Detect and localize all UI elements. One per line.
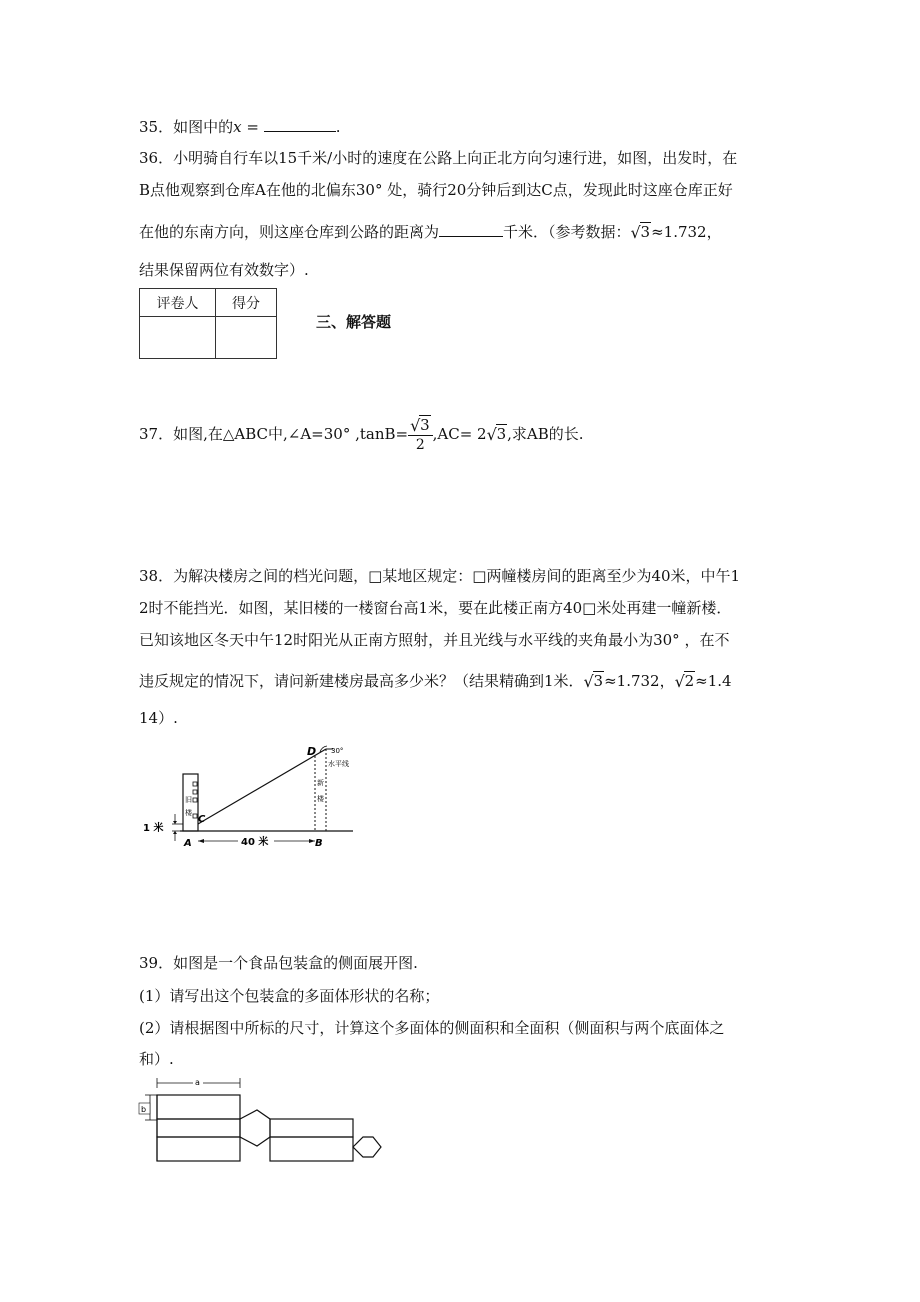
question-38-line-1 [139,566,740,586]
question-text: ,AC= 2 [432,425,487,443]
sqrt-3: √ 3 [583,672,604,691]
label-a: a [195,1078,200,1087]
sqrt-2: √ 2 [674,672,695,691]
sqrt-3: √ 3 [630,223,651,242]
question-36-line-3 [139,222,722,242]
section-title: 三、解答题 [316,313,392,331]
question-37 [139,412,584,456]
question-text: 为解决楼房之间的档光问题，□某地区规定：□两幢楼房间的距离至少为40米，中午1 [173,567,741,585]
question-36-line-2: B点他观察到仓库A在他的北偏东30° 处，骑行20分钟后到达C点，发现此时这座仓库正好 [139,181,733,199]
hexagon-base-2 [353,1137,381,1157]
question-39-line-1 [139,953,418,973]
question-text: 在他的东南方向，则这座仓库到公路的距离为 [139,223,440,241]
score-cell [216,317,277,359]
net-face-1 [157,1095,240,1119]
net-face-5 [270,1137,353,1161]
question-text: 小明骑自行车以15千米/小时的速度在公路上向正北方向匀速行进，如图，出发时，在 [173,149,738,167]
net-face-2 [157,1119,240,1137]
net-face-3 [157,1137,240,1161]
question-text: 千米．（参考数据： [503,223,631,241]
label-B: B [315,838,323,849]
new-building-label-2: 楼 [317,795,324,803]
question-text: 如图是一个食品包装盒的侧面展开图. [173,954,418,972]
label-D: D [307,745,317,758]
question-text: ,求AB的长. [507,425,584,443]
question-38-line-4 [139,671,732,691]
reviewer-header: 评卷人 [140,289,216,317]
question-36-line-1 [139,148,737,168]
old-building-label-2: 楼 [185,809,192,817]
label-A: A [184,838,192,849]
question-39-part-2-cont: 和）. [139,1050,174,1068]
answer-blank [264,117,336,132]
period: . [335,118,341,136]
label-1m: 1 米 [143,823,164,834]
fraction-sqrt3-over-2: √ 3 2 [408,416,433,454]
hexagon-base-1 [240,1110,270,1146]
variable-x: x [233,118,242,136]
question-text: 违反规定的情况下，请问新建楼房最高多少米？（结果精确到1米． [139,672,584,690]
building-shadow-figure [135,738,360,853]
question-35 [139,117,340,137]
score-header: 得分 [216,289,277,317]
question-text: ≈1.732， [604,672,675,690]
sun-ray [198,749,326,824]
score-table [139,288,277,359]
question-number: 38． [139,567,174,585]
equals-sign: = [241,118,264,136]
question-number: 36． [139,149,174,167]
net-face-4 [270,1119,353,1137]
question-38-line-5: 14）. [139,709,178,727]
question-text: ≈1.4 [695,672,732,690]
question-number: 35． [139,118,174,136]
old-building-label-1: 旧 [185,796,192,804]
label-b: b [141,1105,147,1114]
new-building-label-1: 新 [317,779,324,787]
question-38-line-2: 2时不能挡光．如图，某旧楼的一楼窗台高1米，要在此楼正南方40□米处再建一幢新楼． [139,599,732,617]
label-horizontal: 水平线 [328,760,349,768]
sqrt-3: √ 3 [486,425,507,444]
box-net-figure [135,1075,390,1175]
question-text: ≈1.732， [651,223,722,241]
label-40m: 40 米 [241,837,269,848]
question-39-part-2: (2）请根据图中所标的尺寸，计算这个多面体的侧面积和全面积（侧面积与两个底面体之 [139,1019,725,1037]
question-38-line-3: 已知该地区冬天中午12时阳光从正南方照射，并且光线与水平线的夹角最小为30° ，在不 [139,631,730,649]
question-text: 如图,在△ABC中,∠A=30° ,tanB= [173,425,409,443]
question-text: 如图中的 [173,118,234,136]
question-number: 39． [139,954,174,972]
label-C: C [198,814,206,825]
question-number: 37． [139,425,174,443]
question-39-part-1: (1）请写出这个包装盒的多面体形状的名称； [139,987,440,1005]
reviewer-cell [140,317,216,359]
answer-blank [439,222,503,237]
label-angle: 30° [331,747,344,755]
question-36-line-4: 结果保留两位有效数字）. [139,261,309,279]
